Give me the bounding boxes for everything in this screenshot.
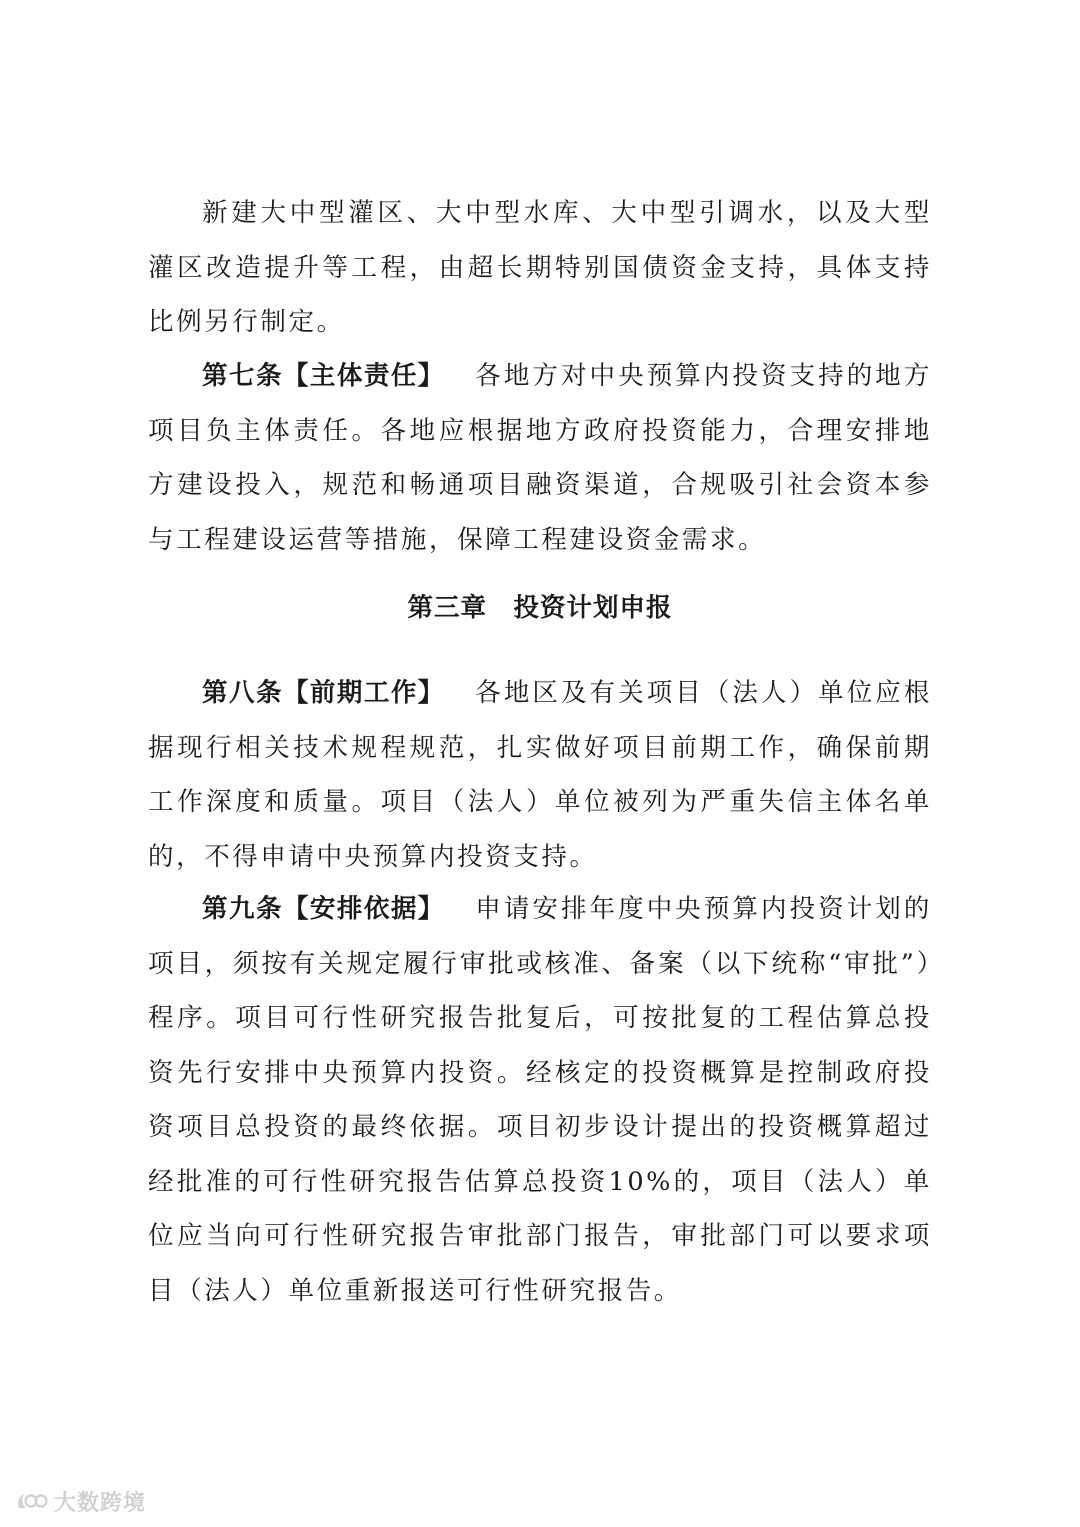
paragraph-funding xyxy=(148,186,932,350)
article-9-title: 第九条【安排依据】 xyxy=(202,894,445,924)
article-9-text: 申请安排年度中央预算内投资计划的项目，须按有关规定履行审批或核准、备案（以下统称“审批”）程序。项目可行性研究报告批复后，可按批复的工程估算总投资先行安排中央预算内投资。经核定的投资概算是控制政府投资项目总投资的最终依据。项目初步设计提出的投资概算超过经批准的可行性研究报告估算总投资10%的，项目（法人）单位应当向可行性研究报告审批部门报告，审批部门可以要求项目（法人）单位重新报送可行性研究报告。 xyxy=(148,894,932,1306)
watermark-text: 大数跨境 xyxy=(54,1490,147,1516)
article-9 xyxy=(148,882,932,1318)
watermark xyxy=(14,1486,146,1516)
article-8-text: 各地区及有关项目（法人）单位应根据现行相关技术规程规范，扎实做好项目前期工作，确保前期工作深度和质量。项目（法人）单位被列为严重失信主体名单的，不得申请中央预算内投资支持。 xyxy=(148,678,932,872)
chapter-heading: 第三章 投资计划申报 xyxy=(407,593,673,623)
article-8 xyxy=(148,666,932,884)
article-7-title: 第七条【主体责任】 xyxy=(202,361,445,391)
article-7-text: 各地方对中央预算内投资支持的地方项目负主体责任。各地应根据地方政府投资能力，合理安排地方建设投入，规范和畅通项目融资渠道，合规吸引社会资本参与工程建设运营等措施，保障工程建设资金需求。 xyxy=(148,361,932,555)
paragraph-text: 新建大中型灌区、大中型水库、大中型引调水，以及大型灌区改造提升等工程，由超长期特别国债资金支持，具体支持比例另行制定。 xyxy=(148,198,932,337)
article-7 xyxy=(148,349,932,567)
watermark-logo-icon xyxy=(14,1488,48,1514)
article-8-title: 第八条【前期工作】 xyxy=(202,678,445,708)
